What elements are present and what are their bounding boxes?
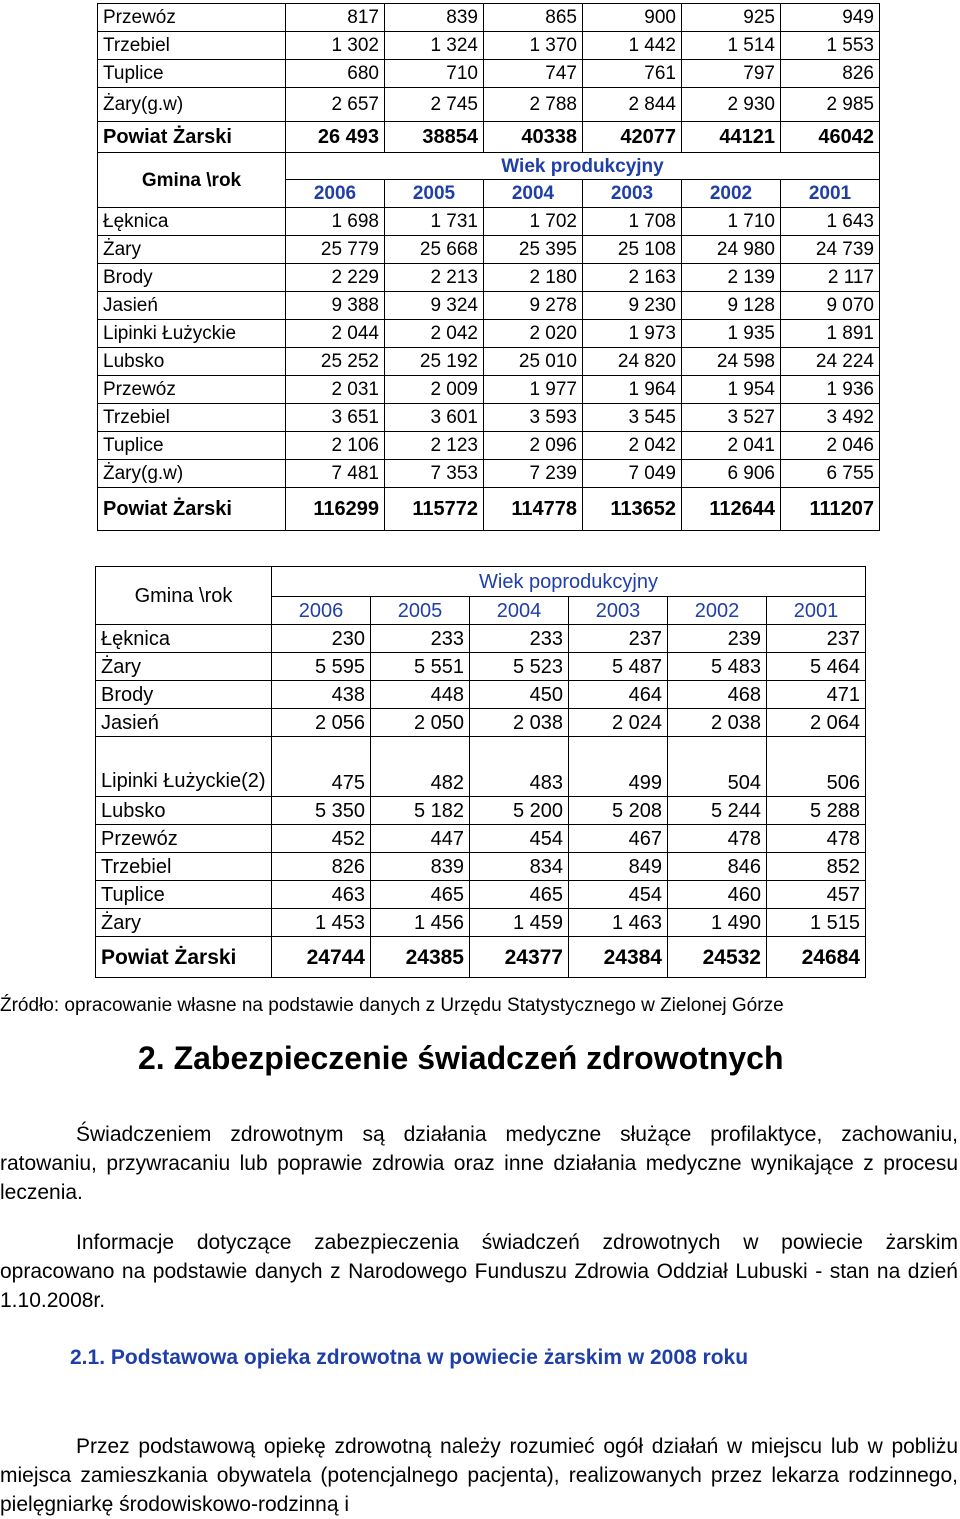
row-label: Żary: [96, 653, 272, 681]
row-label: Łęknica: [96, 625, 272, 653]
cell: 24 739: [781, 236, 880, 264]
cell: 438: [272, 681, 371, 709]
cell: 5 464: [767, 653, 866, 681]
table-row-powiat-top: [98, 122, 880, 153]
cell: 3 545: [583, 404, 682, 432]
cell: 9 388: [286, 292, 385, 320]
cell: 5 350: [272, 797, 371, 825]
cell: 24744: [272, 937, 371, 978]
working-age-table: [97, 3, 880, 531]
cell: 2 031: [286, 376, 385, 404]
cell: 2 229: [286, 264, 385, 292]
cell: 1 490: [668, 909, 767, 937]
cell: 506: [767, 737, 866, 797]
row-label: Żary(g.w): [98, 88, 286, 122]
cell: 2 096: [484, 432, 583, 460]
cell: 2 041: [682, 432, 781, 460]
cell: 2 163: [583, 264, 682, 292]
cell: 2 050: [371, 709, 470, 737]
cell: 1 954: [682, 376, 781, 404]
paragraph-text: Przez podstawową opiekę zdrowotną należy rozumieć ogół działań w miejscu lub w pobliżu miejsca zamieszkania obywatela (potencjalnego pacjenta), realizowanych przez lekarza rodzinnego, pielęgniarkę środowiskowo-rodzinną i: [0, 1435, 958, 1516]
cell: 2 042: [385, 320, 484, 348]
cell: 1 643: [781, 208, 880, 236]
table-row: [96, 881, 866, 909]
row-label: Trzebiel: [98, 404, 286, 432]
cell: 1 515: [767, 909, 866, 937]
cell: 2 106: [286, 432, 385, 460]
table-header-row: [98, 153, 880, 180]
cell: 233: [470, 625, 569, 653]
paragraph-text: Świadczeniem zdrowotnym są działania medyczne służące profilaktyce, zachowaniu, ratowaniu, przywracaniu lub poprawie zdrowia oraz inne działania medyczne wynikające z procesu leczenia.: [0, 1123, 958, 1204]
cell: 1 514: [682, 32, 781, 60]
cell: 839: [385, 4, 484, 32]
cell: 5 288: [767, 797, 866, 825]
cell: 2 038: [470, 709, 569, 737]
cell: 478: [668, 825, 767, 853]
cell: 1 936: [781, 376, 880, 404]
table-row: [96, 709, 866, 737]
cell: 5 595: [272, 653, 371, 681]
cell: 1 553: [781, 32, 880, 60]
cell: 2 064: [767, 709, 866, 737]
cell: 1 370: [484, 32, 583, 60]
cell: 9 128: [682, 292, 781, 320]
cell: 25 252: [286, 348, 385, 376]
cell: 846: [668, 853, 767, 881]
cell: 9 324: [385, 292, 484, 320]
cell: 112644: [682, 488, 781, 531]
row-label: Lipinki Łużyckie(2): [96, 737, 272, 797]
row-label: Żary(g.w): [98, 460, 286, 488]
table-header-row: [96, 567, 866, 597]
cell: 230: [272, 625, 371, 653]
table-row: [96, 653, 866, 681]
cell: 25 010: [484, 348, 583, 376]
cell: 504: [668, 737, 767, 797]
cell: 7 049: [583, 460, 682, 488]
cell: 237: [569, 625, 668, 653]
table-row: [96, 625, 866, 653]
cell: 115772: [385, 488, 484, 531]
cell: 467: [569, 825, 668, 853]
cell: 5 523: [470, 653, 569, 681]
cell: 1 710: [682, 208, 781, 236]
table-row: [98, 236, 880, 264]
table-row-powiat: [98, 488, 880, 531]
cell: 24532: [668, 937, 767, 978]
year-header: 2001: [767, 597, 866, 625]
cell: 471: [767, 681, 866, 709]
cell: 3 601: [385, 404, 484, 432]
cell: 447: [371, 825, 470, 853]
year-header: 2004: [470, 597, 569, 625]
cell: 24384: [569, 937, 668, 978]
cell: 239: [668, 625, 767, 653]
cell: 925: [682, 4, 781, 32]
row-label: Trzebiel: [98, 32, 286, 60]
cell: 7 239: [484, 460, 583, 488]
cell: 114778: [484, 488, 583, 531]
cell: 5 182: [371, 797, 470, 825]
cell: 44121: [682, 122, 781, 153]
year-header: 2005: [385, 180, 484, 208]
cell: 2 020: [484, 320, 583, 348]
gmina-year-header: Gmina \rok: [96, 567, 272, 625]
cell: 761: [583, 60, 682, 88]
cell: 454: [569, 881, 668, 909]
cell: 2 056: [272, 709, 371, 737]
row-label: Trzebiel: [96, 853, 272, 881]
paragraph-text: Informacje dotyczące zabezpieczenia świadczeń zdrowotnych w powiecie żarskim opracowano na podstawie danych z Narodowego Funduszu Zdrowia Oddział Lubuski - stan na dzień 1.10.2008r.: [0, 1231, 958, 1312]
cell: 5 208: [569, 797, 668, 825]
table-row: [98, 376, 880, 404]
cell: 3 527: [682, 404, 781, 432]
cell: 1 453: [272, 909, 371, 937]
cell: 2 139: [682, 264, 781, 292]
cell: 450: [470, 681, 569, 709]
cell: 5 244: [668, 797, 767, 825]
section-title: 2. Zabezpieczenie świadczeń zdrowotnych: [138, 1040, 784, 1076]
cell: 452: [272, 825, 371, 853]
cell: 5 483: [668, 653, 767, 681]
cell: 40338: [484, 122, 583, 153]
cell: 482: [371, 737, 470, 797]
table-row: [98, 88, 880, 122]
row-label: Przewóz: [98, 4, 286, 32]
cell: 2 788: [484, 88, 583, 122]
cell: 478: [767, 825, 866, 853]
cell: 5 200: [470, 797, 569, 825]
cell: 454: [470, 825, 569, 853]
cell: 2 024: [569, 709, 668, 737]
table-row: [98, 264, 880, 292]
cell: 1 702: [484, 208, 583, 236]
row-label: Brody: [98, 264, 286, 292]
cell: 9 230: [583, 292, 682, 320]
cell: 1 708: [583, 208, 682, 236]
cell: 465: [470, 881, 569, 909]
cell: 900: [583, 4, 682, 32]
year-header: 2003: [583, 180, 682, 208]
table-row: [96, 825, 866, 853]
cell: 24 820: [583, 348, 682, 376]
cell: 46042: [781, 122, 880, 153]
cell: 680: [286, 60, 385, 88]
cell: 1 442: [583, 32, 682, 60]
cell: 448: [371, 681, 470, 709]
cell: 1 456: [371, 909, 470, 937]
cell: 5 551: [371, 653, 470, 681]
cell: 852: [767, 853, 866, 881]
cell: 457: [767, 881, 866, 909]
table-row: [98, 208, 880, 236]
cell: 834: [470, 853, 569, 881]
row-label: Jasień: [96, 709, 272, 737]
cell: 3 651: [286, 404, 385, 432]
row-label: Powiat Żarski: [96, 937, 272, 978]
cell: 25 192: [385, 348, 484, 376]
cell: 111207: [781, 488, 880, 531]
cell: 25 779: [286, 236, 385, 264]
cell: 25 395: [484, 236, 583, 264]
year-header: 2002: [682, 180, 781, 208]
table-row: [98, 320, 880, 348]
cell: 237: [767, 625, 866, 653]
row-label: Żary: [98, 236, 286, 264]
cell: 24385: [371, 937, 470, 978]
table-row: [98, 32, 880, 60]
table-row: [98, 460, 880, 488]
cell: 826: [781, 60, 880, 88]
cell: 1 973: [583, 320, 682, 348]
cell: 116299: [286, 488, 385, 531]
cell: 9 278: [484, 292, 583, 320]
row-label: Przewóz: [98, 376, 286, 404]
year-header: 2005: [371, 597, 470, 625]
table-row: [98, 404, 880, 432]
cell: 2 044: [286, 320, 385, 348]
group-header: Wiek produkcyjny: [286, 153, 880, 180]
row-label: Lipinki Łużyckie: [98, 320, 286, 348]
group-header: Wiek poprodukcyjny: [272, 567, 866, 597]
cell: 849: [569, 853, 668, 881]
cell: 42077: [583, 122, 682, 153]
table-row: [96, 681, 866, 709]
cell: 483: [470, 737, 569, 797]
cell: 1 935: [682, 320, 781, 348]
row-label: Łęknica: [98, 208, 286, 236]
source-note: Źródło: opracowanie własne na podstawie danych z Urzędu Statystycznego w Zielonej Górze: [0, 995, 784, 1016]
cell: 2 180: [484, 264, 583, 292]
cell: 1 324: [385, 32, 484, 60]
year-header: 2006: [272, 597, 371, 625]
cell: 1 459: [470, 909, 569, 937]
cell: 3 593: [484, 404, 583, 432]
cell: 26 493: [286, 122, 385, 153]
cell: 7 481: [286, 460, 385, 488]
row-label: Powiat Żarski: [98, 488, 286, 531]
table-row: [96, 909, 866, 937]
cell: 865: [484, 4, 583, 32]
cell: 949: [781, 4, 880, 32]
cell: 2 046: [781, 432, 880, 460]
cell: 25 668: [385, 236, 484, 264]
paragraph: [0, 1432, 958, 1519]
cell: 2 745: [385, 88, 484, 122]
cell: 499: [569, 737, 668, 797]
cell: 1 463: [569, 909, 668, 937]
cell: 2 657: [286, 88, 385, 122]
year-header: 2006: [286, 180, 385, 208]
subsection-title: 2.1. Podstawowa opieka zdrowotna w powiecie żarskim w 2008 roku: [70, 1346, 749, 1369]
cell: 710: [385, 60, 484, 88]
cell: 25 108: [583, 236, 682, 264]
table-row: [98, 292, 880, 320]
cell: 1 302: [286, 32, 385, 60]
table-row: [98, 348, 880, 376]
cell: 233: [371, 625, 470, 653]
cell: 6 755: [781, 460, 880, 488]
table-row: [96, 737, 866, 797]
cell: 6 906: [682, 460, 781, 488]
year-header: 2003: [569, 597, 668, 625]
cell: 7 353: [385, 460, 484, 488]
cell: 24684: [767, 937, 866, 978]
cell: 2 123: [385, 432, 484, 460]
paragraph: [0, 1120, 958, 1207]
cell: 468: [668, 681, 767, 709]
row-label: Lubsko: [96, 797, 272, 825]
cell: 3 492: [781, 404, 880, 432]
cell: 5 487: [569, 653, 668, 681]
table-row: [98, 4, 880, 32]
row-label: Przewóz: [96, 825, 272, 853]
cell: 1 891: [781, 320, 880, 348]
cell: 2 844: [583, 88, 682, 122]
cell: 24 598: [682, 348, 781, 376]
cell: 2 009: [385, 376, 484, 404]
cell: 1 964: [583, 376, 682, 404]
cell: 24 224: [781, 348, 880, 376]
cell: 475: [272, 737, 371, 797]
row-label: Tuplice: [96, 881, 272, 909]
table-row: [96, 853, 866, 881]
cell: 797: [682, 60, 781, 88]
cell: 113652: [583, 488, 682, 531]
cell: 839: [371, 853, 470, 881]
cell: 465: [371, 881, 470, 909]
table-row-powiat: [96, 937, 866, 978]
cell: 2 213: [385, 264, 484, 292]
table-row: [96, 797, 866, 825]
cell: 464: [569, 681, 668, 709]
row-label: Powiat Żarski: [98, 122, 286, 153]
cell: 2 117: [781, 264, 880, 292]
year-header: 2002: [668, 597, 767, 625]
row-label: Jasień: [98, 292, 286, 320]
cell: 1 698: [286, 208, 385, 236]
cell: 1 731: [385, 208, 484, 236]
cell: 2 042: [583, 432, 682, 460]
table-row: [98, 432, 880, 460]
year-header: 2004: [484, 180, 583, 208]
cell: 826: [272, 853, 371, 881]
cell: 24 980: [682, 236, 781, 264]
row-label: Brody: [96, 681, 272, 709]
post-working-age-table: [95, 566, 866, 978]
cell: 2 930: [682, 88, 781, 122]
cell: 817: [286, 4, 385, 32]
row-label: Tuplice: [98, 60, 286, 88]
cell: 2 038: [668, 709, 767, 737]
gmina-year-header: Gmina \rok: [98, 153, 286, 208]
cell: 747: [484, 60, 583, 88]
cell: 463: [272, 881, 371, 909]
row-label: Tuplice: [98, 432, 286, 460]
cell: 1 977: [484, 376, 583, 404]
row-label: Lubsko: [98, 348, 286, 376]
cell: 460: [668, 881, 767, 909]
cell: 24377: [470, 937, 569, 978]
paragraph: [0, 1228, 958, 1315]
table-row: [98, 60, 880, 88]
year-header: 2001: [781, 180, 880, 208]
cell: 9 070: [781, 292, 880, 320]
cell: 2 985: [781, 88, 880, 122]
row-label: Żary: [96, 909, 272, 937]
cell: 38854: [385, 122, 484, 153]
